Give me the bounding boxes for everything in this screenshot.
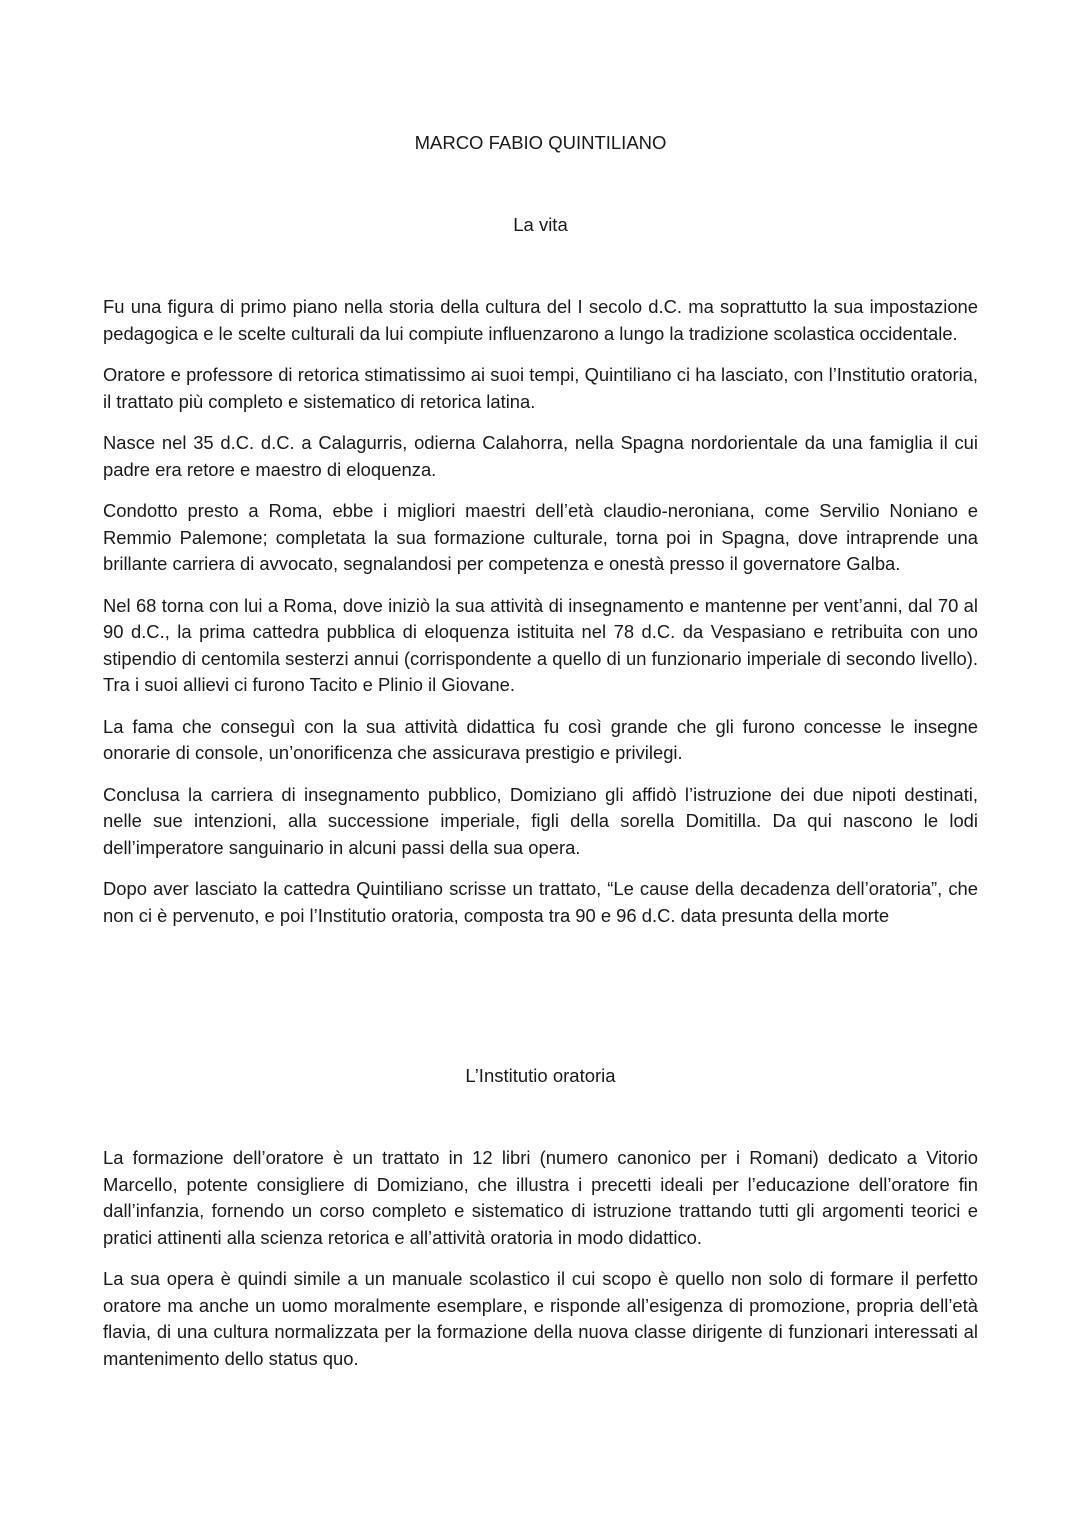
paragraph: Nel 68 torna con lui a Roma, dove iniziò la sua attività di insegnamento e mantenne per vent’anni, dal 70 al 90 d.C., la prima cattedra pubblica di eloquenza istituita nel 78 d.C. da Vespasiano e retribuita con uno stipendio di centomila sesterzi annui (corrispondente a quello di un funzionario imperiale di secondo livello). Tra i suoi allievi ci furono Tacito e Plinio il Giovane. <box>103 594 978 695</box>
section-body-vita <box>103 294 978 944</box>
document-title: MARCO FABIO QUINTILIANO <box>414 132 667 153</box>
section-body-institutio <box>103 1145 978 1387</box>
section-heading-institutio: L’Institutio oratoria <box>465 1065 616 1086</box>
paragraph: Fu una figura di primo piano nella storia della cultura del I secolo d.C. ma soprattutto la sua impostazione pedagogica e le scelte culturali da lui compiute influenzarono a lungo la tradizione scolastica occidentale. <box>103 296 978 344</box>
section-heading-vita: La vita <box>513 214 568 235</box>
paragraph: La sua opera è quindi simile a un manuale scolastico il cui scopo è quello non solo di formare il perfetto oratore ma anche un uomo moralmente esemplare, e risponde all’esigenza di promozione, propria dell’età flavia, di una cultura normalizzata per la formazione della nuova classe dirigente di funzionari interessati al mantenimento dello status quo. <box>103 1268 978 1369</box>
paragraph: La fama che conseguì con la sua attività didattica fu così grande che gli furono concesse le insegne onorarie di console, un’onorificenza che assicurava prestigio e privilegi. <box>103 715 978 763</box>
paragraph: Nasce nel 35 d.C. d.C. a Calagurris, odierna Calahorra, nella Spagna nordorientale da una famiglia il cui padre era retore e maestro di eloquenza. <box>103 432 978 480</box>
paragraph: Conclusa la carriera di insegnamento pubblico, Domiziano gli affidò l’istruzione dei due nipoti destinati, nelle sue intenzioni, alla successione imperiale, figli della sorella Domitilla. Da qui nascono le lodi dell’imperatore sanguinario in alcuni passi della sua opera. <box>103 783 978 858</box>
paragraph: Dopo aver lasciato la cattedra Quintiliano scrisse un trattato, “Le cause della decadenza dell’oratoria”, che non ci è pervenuto, e poi l’Institutio oratoria, composta tra 90 e 96 d.C. data presunta della morte <box>103 878 978 926</box>
paragraph: Oratore e professore di retorica stimatissimo ai suoi tempi, Quintiliano ci ha lasciato, con l’Institutio oratoria, il trattato più completo e sistematico di retorica latina. <box>103 364 978 412</box>
paragraph: La formazione dell’oratore è un trattato in 12 libri (numero canonico per i Romani) dedicato a Vitorio Marcello, potente consigliere di Domiziano, che illustra i precetti ideali per l’educazione dell’oratore fin dall’infanzia, fornendo un corso completo e sistematico di istruzione trattando tutti gli argomenti teorici e pratici attinenti alla scienza retorica e all’attività oratoria in modo didattico. <box>103 1147 978 1248</box>
paragraph: Condotto presto a Roma, ebbe i migliori maestri dell’età claudio-neroniana, come Servilio Noniano e Remmio Palemone; completata la sua formazione culturale, torna poi in Spagna, dove intraprende una brillante carriera di avvocato, segnalandosi per competenza e onestà presso il governatore Galba. <box>103 500 978 574</box>
